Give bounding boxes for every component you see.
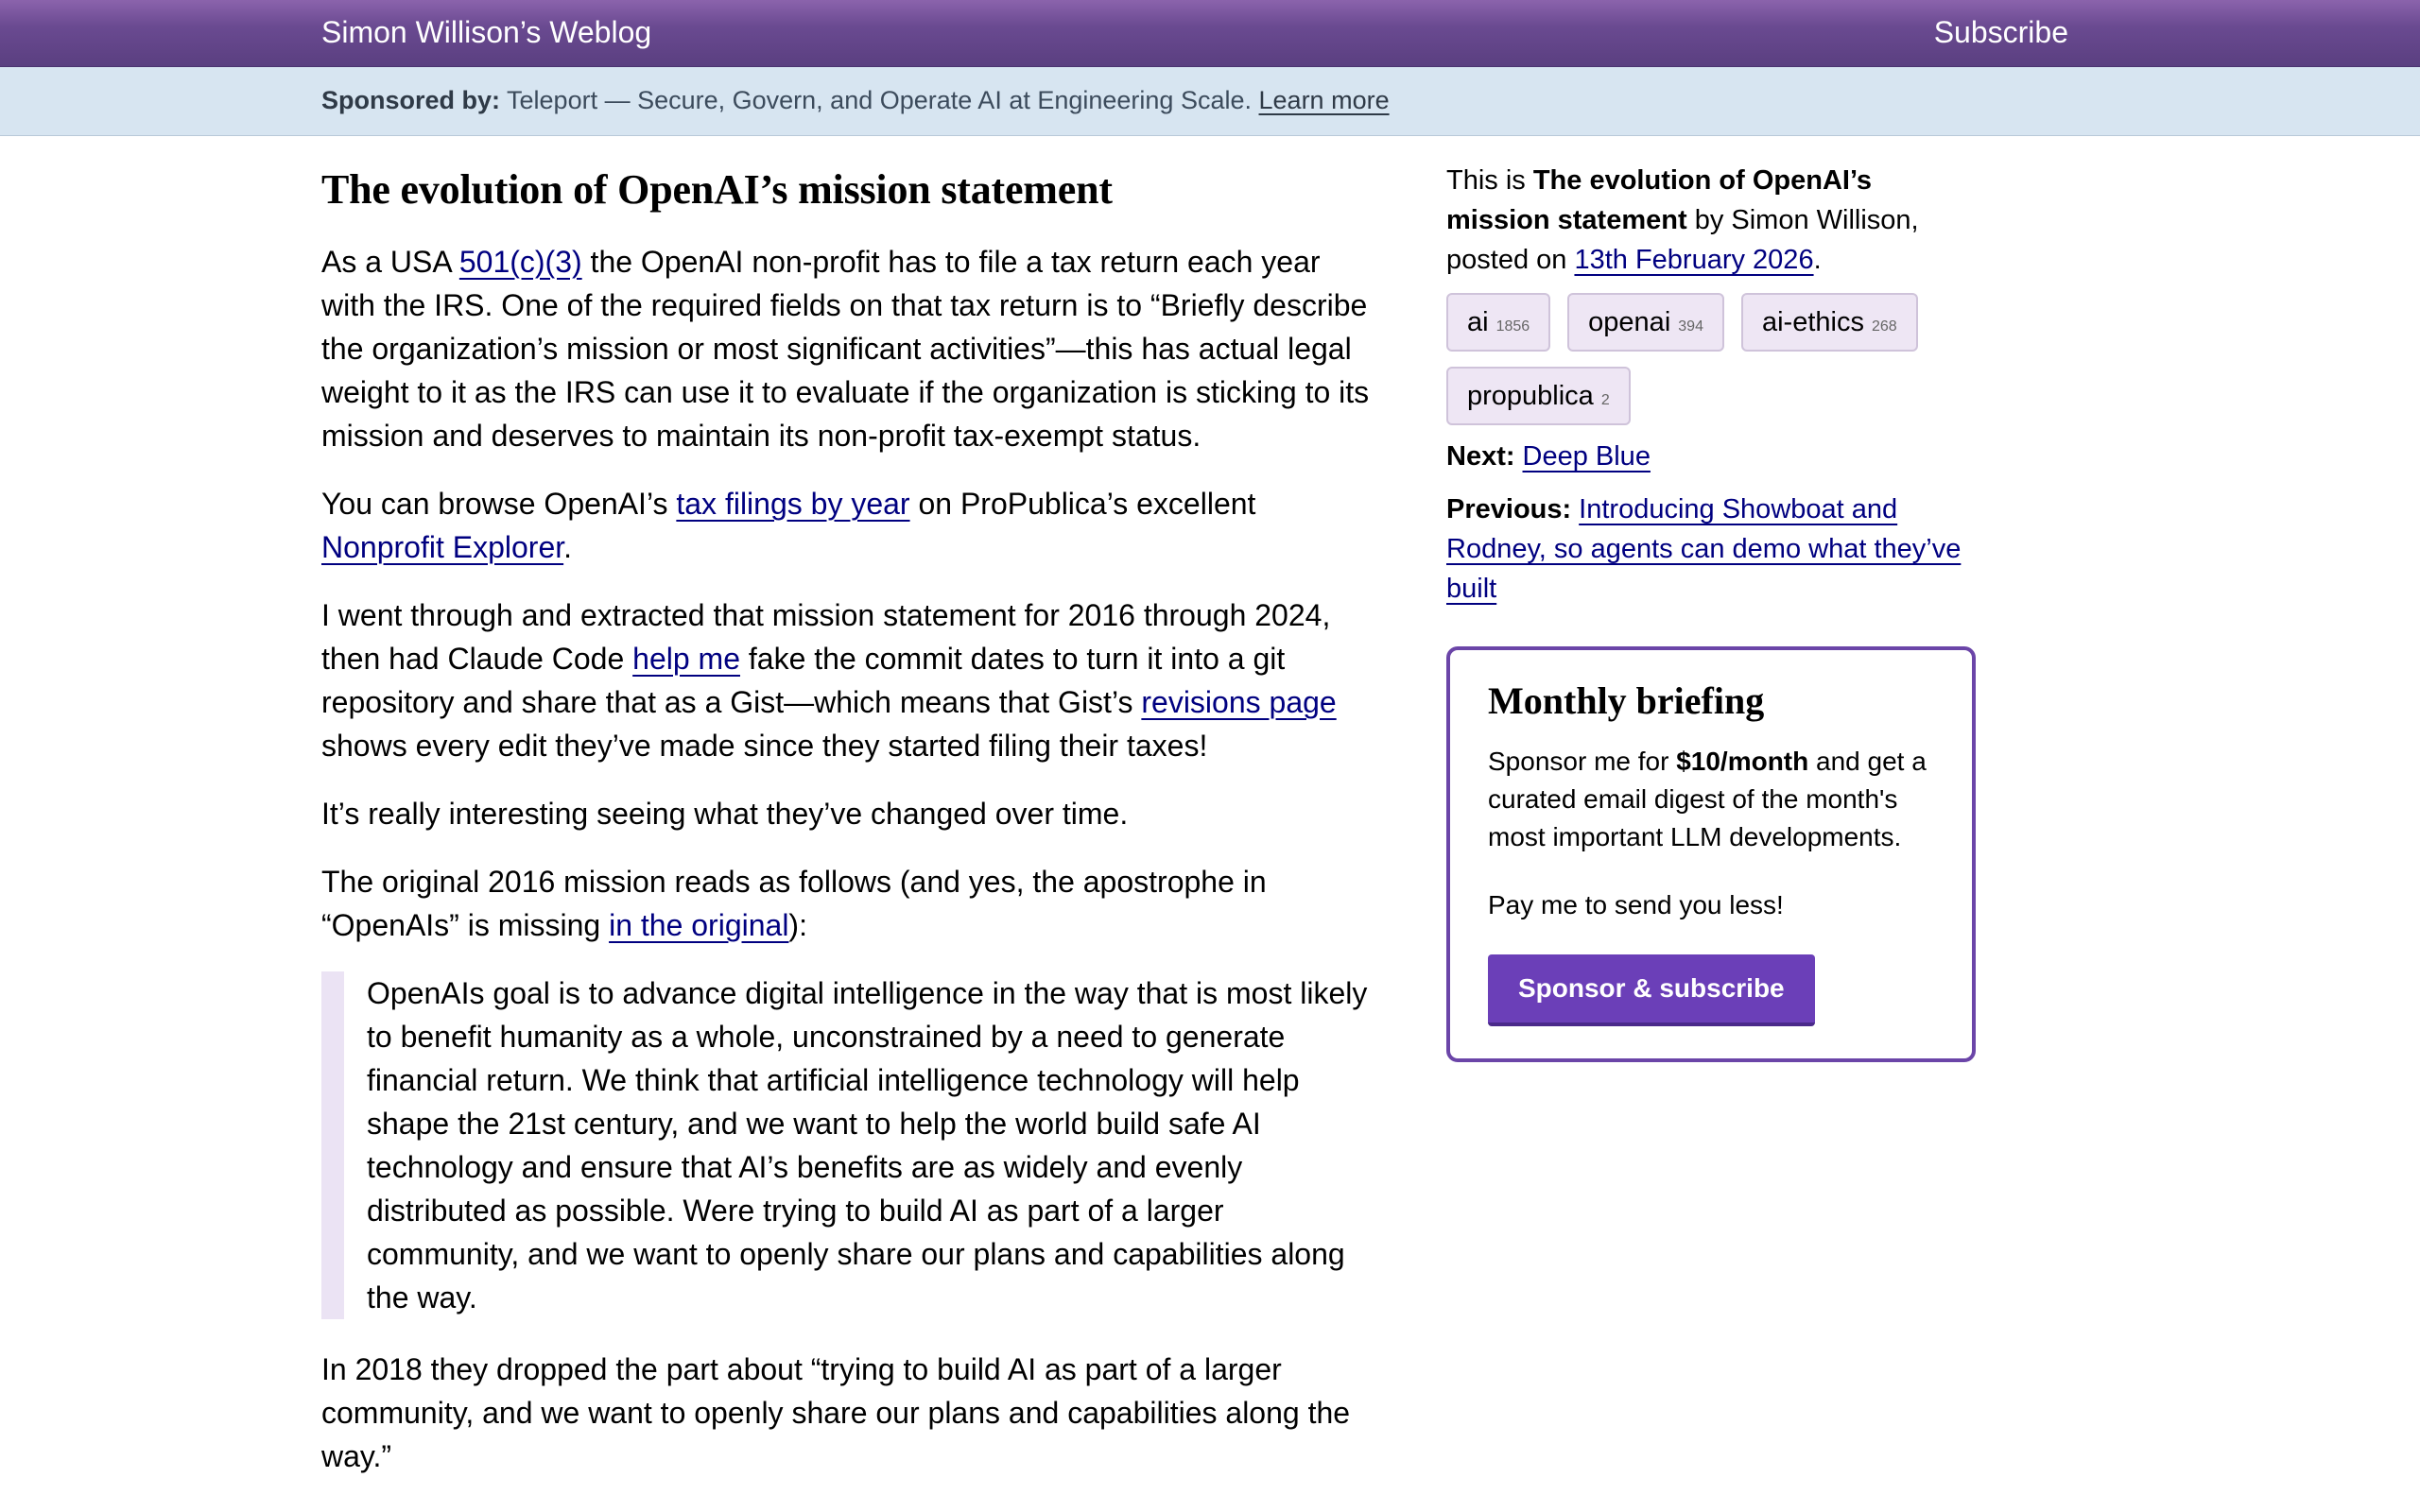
post-meta: [1446, 161, 1976, 280]
sidebar: [1446, 161, 1976, 1062]
paragraph-6: In 2018 they dropped the part about “trying to build AI as part of a larger community, and we want to openly share our plans and capabilities along the way.”: [321, 1351, 1351, 1473]
paragraph-1: [321, 240, 1380, 457]
tag-count: 268: [1871, 318, 1897, 335]
link-in-the-original[interactable]: in the original: [609, 907, 789, 942]
briefing-text: and get a curated email digest of the month's most important LLM developments.: [1488, 747, 1927, 851]
link-revisions-page[interactable]: revisions page: [1141, 684, 1337, 719]
tag-list: [1446, 293, 1976, 425]
paragraph-text: on ProPublica’s excellent: [909, 486, 1256, 521]
next-label: Next:: [1446, 441, 1515, 472]
previous-post: [1446, 490, 1976, 609]
briefing-description: [1488, 743, 1934, 856]
briefing-title: Monthly briefing: [1488, 679, 1765, 722]
meta-text: by Simon Willison, posted on: [1446, 205, 1919, 275]
learn-more-link[interactable]: Learn more: [1258, 86, 1390, 114]
tag-label: ai-ethics: [1761, 307, 1864, 337]
paragraph-text: The original 2016 mission reads as follows (and yes, the apostrophe in “OpenAIs” is missing: [321, 864, 1267, 942]
paragraph-2: [321, 482, 1380, 569]
paragraph-3: [321, 593, 1380, 767]
sponsor-subscribe-button[interactable]: Sponsor & subscribe: [1488, 954, 1815, 1026]
monthly-briefing-card: [1446, 646, 1976, 1062]
previous-post-link[interactable]: Introducing Showboat and Rodney, so agents can demo what they’ve built: [1446, 494, 1962, 604]
paragraph-text: .: [563, 529, 573, 564]
quote-text: OpenAIs goal is to advance digital intelligence in the way that is most likely to benefit humanity as a whole, unconstrained by a need to generate financial return. We think that artificial intelligence technology will help shape the 21st century, and we want to help the world build safe AI technology and ensure that AI’s benefits are as widely and evenly distributed as possible. Were trying to build AI as part of a larger community, and we want to openly share our plans and capabilities along the way.: [367, 975, 1368, 1314]
tag-count: 2: [1600, 392, 1610, 408]
next-post: [1446, 437, 1976, 476]
meta-text: This is: [1446, 165, 1533, 196]
paragraph-4: It’s really interesting seeing what they’ve changed over time.: [321, 796, 1129, 831]
paragraph-text: You can browse OpenAI’s: [321, 486, 677, 521]
briefing-text: Sponsor me for: [1488, 747, 1677, 776]
meta-title: The evolution of OpenAI’s mission statement: [1446, 165, 1873, 235]
sponsor-bar: [0, 67, 2420, 136]
paragraph-5: [321, 860, 1380, 947]
tag-count: 394: [1678, 318, 1703, 335]
tag-count: 1856: [1495, 318, 1530, 335]
next-post-link[interactable]: Deep Blue: [1522, 441, 1651, 472]
meta-text: .: [1813, 245, 1822, 275]
sponsor-label: Sponsored by:: [321, 86, 501, 114]
post-content: [321, 165, 1380, 1503]
tag-ai-ethics[interactable]: [1741, 293, 1918, 352]
briefing-tagline: Pay me to send you less!: [1488, 890, 1784, 919]
tag-propublica[interactable]: [1446, 367, 1631, 425]
paragraph-text: the OpenAI non-profit has to file a tax return each year with the IRS. One of the required fields on that tax return is to “Briefly describe the organization’s mission or most significant activities”—this has actual legal weight to it as the IRS can use it to evaluate if the organization is sticking to its mission and deserves to maintain its non-profit tax-exempt status.: [321, 244, 1370, 453]
paragraph-text: ):: [788, 907, 807, 942]
previous-label: Previous:: [1446, 494, 1572, 524]
tag-label: propublica: [1467, 381, 1594, 411]
tag-label: ai: [1467, 307, 1489, 337]
paragraph-text: fake the commit dates to turn it into a git repository and share that as a Gist—which means that Gist’s: [321, 641, 1286, 719]
tag-ai[interactable]: [1446, 293, 1550, 352]
sponsor-message: [321, 86, 1390, 115]
briefing-price: $10/month: [1676, 747, 1809, 776]
link-tax-filings[interactable]: tax filings by year: [676, 486, 910, 521]
subscribe-link[interactable]: Subscribe: [1933, 15, 2068, 49]
site-title-link[interactable]: Simon Willison’s Weblog: [321, 15, 652, 49]
sponsor-text: Teleport — Secure, Govern, and Operate AI at Engineering Scale.: [507, 86, 1252, 114]
paragraph-text: As a USA: [321, 244, 459, 279]
post-title: The evolution of OpenAI’s mission statement: [321, 166, 1113, 213]
site-header: [0, 0, 2420, 67]
paragraph-text: I went through and extracted that mission statement for 2016 through 2024, then had Claude Code: [321, 597, 1331, 676]
link-nonprofit-explorer[interactable]: Nonprofit Explorer: [321, 529, 564, 564]
mission-quote: [321, 971, 1380, 1319]
paragraph-text: shows every edit they’ve made since they started filing their taxes!: [321, 728, 1208, 763]
link-501c3[interactable]: 501(c)(3): [458, 244, 582, 279]
tag-label: openai: [1588, 307, 1671, 337]
tag-openai[interactable]: [1567, 293, 1724, 352]
post-date-link[interactable]: 13th February 2026: [1574, 245, 1814, 275]
link-help-me[interactable]: help me: [632, 641, 740, 676]
